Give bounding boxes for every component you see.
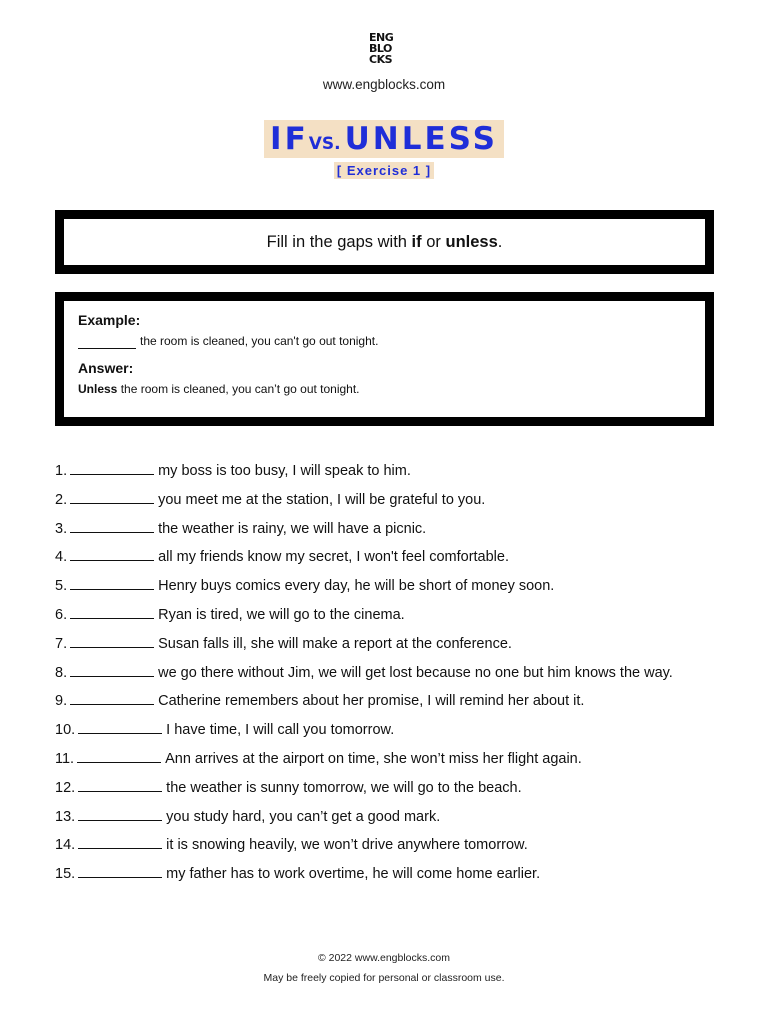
item-number: 12. (55, 779, 76, 796)
exercise-list (55, 460, 755, 892)
item-text: the weather is rainy, we will have a picnic. (158, 520, 427, 537)
item-text: the weather is sunny tomorrow, we will go to the beach. (166, 779, 522, 796)
answer-blank[interactable] (78, 834, 162, 849)
instruction-mid: or (421, 233, 446, 251)
item-number: 5. (55, 578, 68, 595)
item-text: it is snowing heavily, we won’t drive anywhere tomorrow. (166, 837, 528, 854)
exercise-item (55, 863, 755, 892)
item-number: 11. (55, 750, 75, 767)
item-text: I have time, I will call you tomorrow. (166, 722, 395, 739)
item-number: 4. (55, 549, 68, 566)
item-number: 7. (55, 635, 68, 652)
item-number: 15. (55, 866, 76, 883)
exercise-item (55, 489, 755, 518)
logo-line: ENG (369, 31, 394, 44)
title-vs: VS. (308, 134, 341, 154)
item-number: 10. (55, 722, 76, 739)
exercise-item (55, 690, 755, 719)
answer-blank[interactable] (70, 690, 154, 705)
exercise-item (55, 546, 755, 575)
title-unless: UNLESS (344, 121, 498, 157)
instruction-word-if: if (411, 233, 422, 251)
exercise-label: [ Exercise 1 ] (334, 162, 434, 179)
answer-blank[interactable] (70, 575, 154, 590)
item-text: my boss is too busy, I will speak to him. (158, 463, 411, 479)
item-number: 1. (55, 463, 68, 479)
answer-sentence-text: the room is cleaned, you can’t go out tonight. (120, 382, 360, 396)
engblocks-logo (369, 33, 399, 66)
answer-blank[interactable] (78, 719, 162, 734)
instruction-box (55, 210, 714, 274)
answer-blank[interactable] (70, 460, 154, 475)
answer-blank[interactable] (78, 863, 162, 878)
footer-note: May be freely copied for personal or classroom use. (263, 972, 505, 984)
item-number: 6. (55, 606, 68, 623)
exercise-item (55, 460, 755, 489)
exercise-item (55, 748, 755, 777)
answer-blank[interactable] (70, 489, 154, 504)
exercise-item (55, 633, 755, 662)
item-number: 13. (55, 808, 76, 825)
exercise-item (55, 662, 755, 691)
title-if: IF (270, 121, 309, 157)
worksheet-title (0, 120, 768, 158)
site-url[interactable]: www.engblocks.com (322, 77, 446, 92)
exercise-item (55, 604, 755, 633)
exercise-item (55, 575, 755, 604)
item-text: Catherine remembers about her promise, I will remind her about it. (158, 693, 585, 710)
example-sentence (78, 334, 691, 349)
exercise-item (55, 777, 755, 806)
answer-word: Unless (78, 382, 118, 396)
item-text: my father has to work overtime, he will come home earlier. (166, 866, 541, 883)
item-number: 3. (55, 520, 68, 537)
item-number: 8. (55, 664, 68, 681)
instruction-post: . (497, 233, 503, 251)
item-number: 9. (55, 693, 68, 710)
exercise-item (55, 834, 755, 863)
example-box (55, 292, 714, 426)
item-text: you meet me at the station, I will be grateful to you. (158, 491, 486, 508)
item-text: Susan falls ill, she will make a report at the conference. (158, 635, 512, 652)
example-blank (78, 334, 136, 349)
exercise-item (55, 518, 755, 547)
footer-copyright: © 2022 www.engblocks.com (317, 952, 451, 964)
item-number: 14. (55, 837, 76, 854)
instruction-text (64, 219, 705, 265)
item-text: you study hard, you can’t get a good mark. (166, 808, 441, 825)
answer-blank[interactable] (70, 633, 154, 648)
answer-blank[interactable] (77, 748, 161, 763)
item-text: we go there without Jim, we will get lost because no one but him knows the way. (158, 664, 673, 681)
item-text: all my friends know my secret, I won't feel comfortable. (158, 549, 509, 566)
exercise-item (55, 806, 755, 835)
answer-blank[interactable] (70, 518, 154, 533)
item-text: Henry buys comics every day, he will be short of money soon. (158, 578, 555, 595)
exercise-subtitle (0, 162, 768, 180)
answer-sentence (78, 382, 691, 396)
item-text: Ryan is tired, we will go to the cinema. (158, 606, 405, 623)
logo-line: BLO (369, 42, 392, 55)
example-sentence-text: the room is cleaned, you can't go out tonight. (140, 334, 379, 348)
title-highlight (264, 120, 504, 158)
answer-blank[interactable] (70, 604, 154, 619)
item-number: 2. (55, 491, 68, 508)
answer-heading: Answer: (78, 360, 134, 376)
answer-blank[interactable] (78, 777, 162, 792)
answer-blank[interactable] (78, 806, 162, 821)
exercise-item (55, 719, 755, 748)
example-heading: Example: (78, 312, 141, 328)
instruction-pre: Fill in the gaps with (266, 233, 412, 251)
logo-line: CKS (369, 53, 393, 66)
instruction-word-unless: unless (445, 233, 498, 251)
item-text: Ann arrives at the airport on time, she won’t miss her flight again. (165, 750, 582, 767)
answer-blank[interactable] (70, 662, 154, 677)
answer-blank[interactable] (70, 546, 154, 561)
